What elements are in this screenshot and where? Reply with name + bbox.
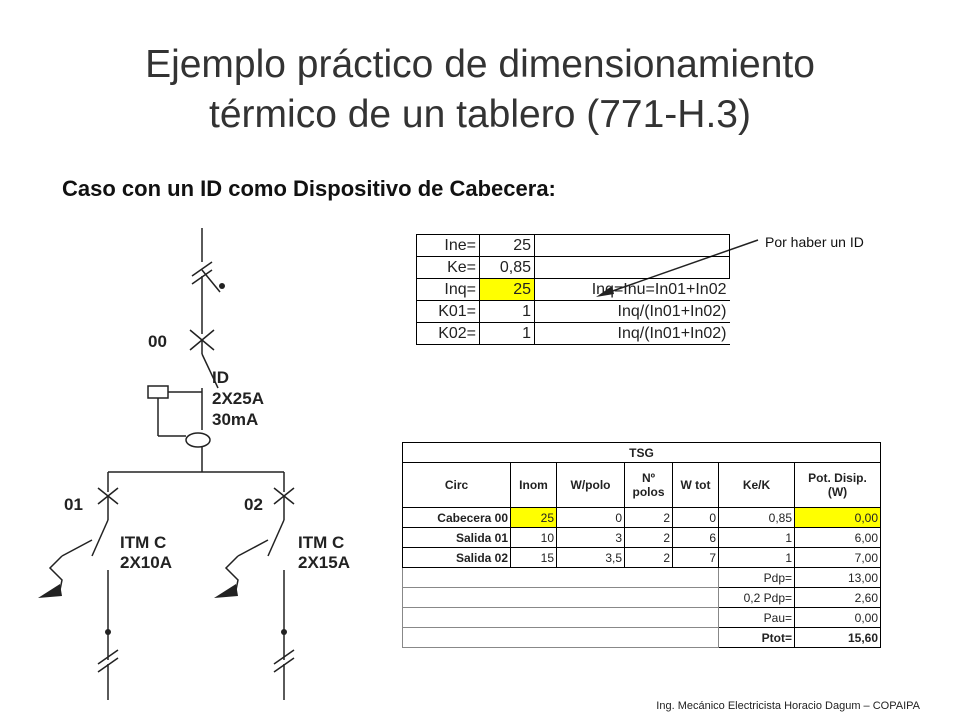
footer-credit: Ing. Mecánico Electricista Horacio Dagum – COPAIPA bbox=[656, 700, 920, 712]
param-formula: Inq/(In01+In02) bbox=[535, 323, 730, 345]
table-cell: 3,5 bbox=[557, 548, 625, 568]
itm1-type: ITM C bbox=[120, 533, 167, 552]
col-header: Nº polos bbox=[625, 463, 673, 508]
totals-row bbox=[403, 608, 881, 628]
param-value: 25 bbox=[480, 235, 535, 257]
id-label: ID bbox=[212, 368, 229, 387]
total-value: 15,60 bbox=[795, 628, 881, 648]
table-cell: 0,00 bbox=[795, 508, 881, 528]
table-cell: 2 bbox=[625, 548, 673, 568]
param-key: Inq= bbox=[417, 279, 480, 301]
table-cell: 7 bbox=[673, 548, 719, 568]
tsg-title: TSG bbox=[403, 443, 881, 463]
param-row bbox=[417, 279, 730, 301]
total-label: Ptot= bbox=[719, 628, 795, 648]
table-cell: 0,85 bbox=[719, 508, 795, 528]
total-value: 0,00 bbox=[795, 608, 881, 628]
itm1-rating: 2X10A bbox=[120, 553, 172, 572]
param-formula: Inq/(In01+In02) bbox=[535, 301, 730, 323]
param-value: 0,85 bbox=[480, 257, 535, 279]
table-cell: Cabecera 00 bbox=[403, 508, 511, 528]
total-label: Pdp= bbox=[719, 568, 795, 588]
param-value: 1 bbox=[480, 301, 535, 323]
table-cell: 2 bbox=[625, 508, 673, 528]
title-line-2: térmico de un tablero (771-H.3) bbox=[209, 93, 751, 136]
col-header: W tot bbox=[673, 463, 719, 508]
param-row bbox=[417, 257, 730, 279]
param-value: 25 bbox=[480, 279, 535, 301]
label-01: 01 bbox=[64, 495, 83, 514]
table-cell: 6 bbox=[673, 528, 719, 548]
total-value: 13,00 bbox=[795, 568, 881, 588]
table-cell: 15 bbox=[511, 548, 557, 568]
title-line-1: Ejemplo práctico de dimensionamiento bbox=[145, 43, 815, 86]
col-header: Ke/K bbox=[719, 463, 795, 508]
parameters-table bbox=[416, 234, 730, 345]
param-formula bbox=[535, 235, 730, 257]
param-row bbox=[417, 301, 730, 323]
table-cell: 3 bbox=[557, 528, 625, 548]
table-cell: 10 bbox=[511, 528, 557, 548]
total-label: 0,2 Pdp= bbox=[719, 588, 795, 608]
table-cell: 0 bbox=[673, 508, 719, 528]
id-rating: 2X25A bbox=[212, 389, 264, 408]
param-row bbox=[417, 323, 730, 345]
table-cell: 25 bbox=[511, 508, 557, 528]
param-key: Ine= bbox=[417, 235, 480, 257]
totals-row bbox=[403, 568, 881, 588]
label-00: 00 bbox=[148, 332, 167, 351]
col-header: Pot. Disip. (W) bbox=[795, 463, 881, 508]
param-row bbox=[417, 235, 730, 257]
table-cell: 1 bbox=[719, 528, 795, 548]
id-sensitivity: 30mA bbox=[212, 410, 259, 429]
table-cell: 7,00 bbox=[795, 548, 881, 568]
table-cell: Salida 01 bbox=[403, 528, 511, 548]
col-header: Circ bbox=[403, 463, 511, 508]
param-key: Ke= bbox=[417, 257, 480, 279]
annotation-note: Por haber un ID bbox=[765, 234, 864, 250]
param-key: K01= bbox=[417, 301, 480, 323]
table-row bbox=[403, 548, 881, 568]
label-02: 02 bbox=[244, 495, 263, 514]
table-cell: 0 bbox=[557, 508, 625, 528]
param-value: 1 bbox=[480, 323, 535, 345]
param-formula: Inq=Inu=In01+In02 bbox=[535, 279, 730, 301]
col-header: Inom bbox=[511, 463, 557, 508]
itm2-type: ITM C bbox=[298, 533, 345, 552]
param-key: K02= bbox=[417, 323, 480, 345]
table-row bbox=[403, 508, 881, 528]
param-formula bbox=[535, 257, 730, 279]
slide-subtitle: Caso con un ID como Dispositivo de Cabecera: bbox=[62, 176, 556, 201]
table-cell: 1 bbox=[719, 548, 795, 568]
total-value: 2,60 bbox=[795, 588, 881, 608]
itm2-rating: 2X15A bbox=[298, 553, 350, 572]
table-cell: Salida 02 bbox=[403, 548, 511, 568]
table-cell: 2 bbox=[625, 528, 673, 548]
col-header: W/polo bbox=[557, 463, 625, 508]
tsg-table bbox=[402, 442, 881, 648]
total-label: Pau= bbox=[719, 608, 795, 628]
table-row bbox=[403, 528, 881, 548]
table-cell: 6,00 bbox=[795, 528, 881, 548]
totals-row bbox=[403, 588, 881, 608]
totals-row bbox=[403, 628, 881, 648]
